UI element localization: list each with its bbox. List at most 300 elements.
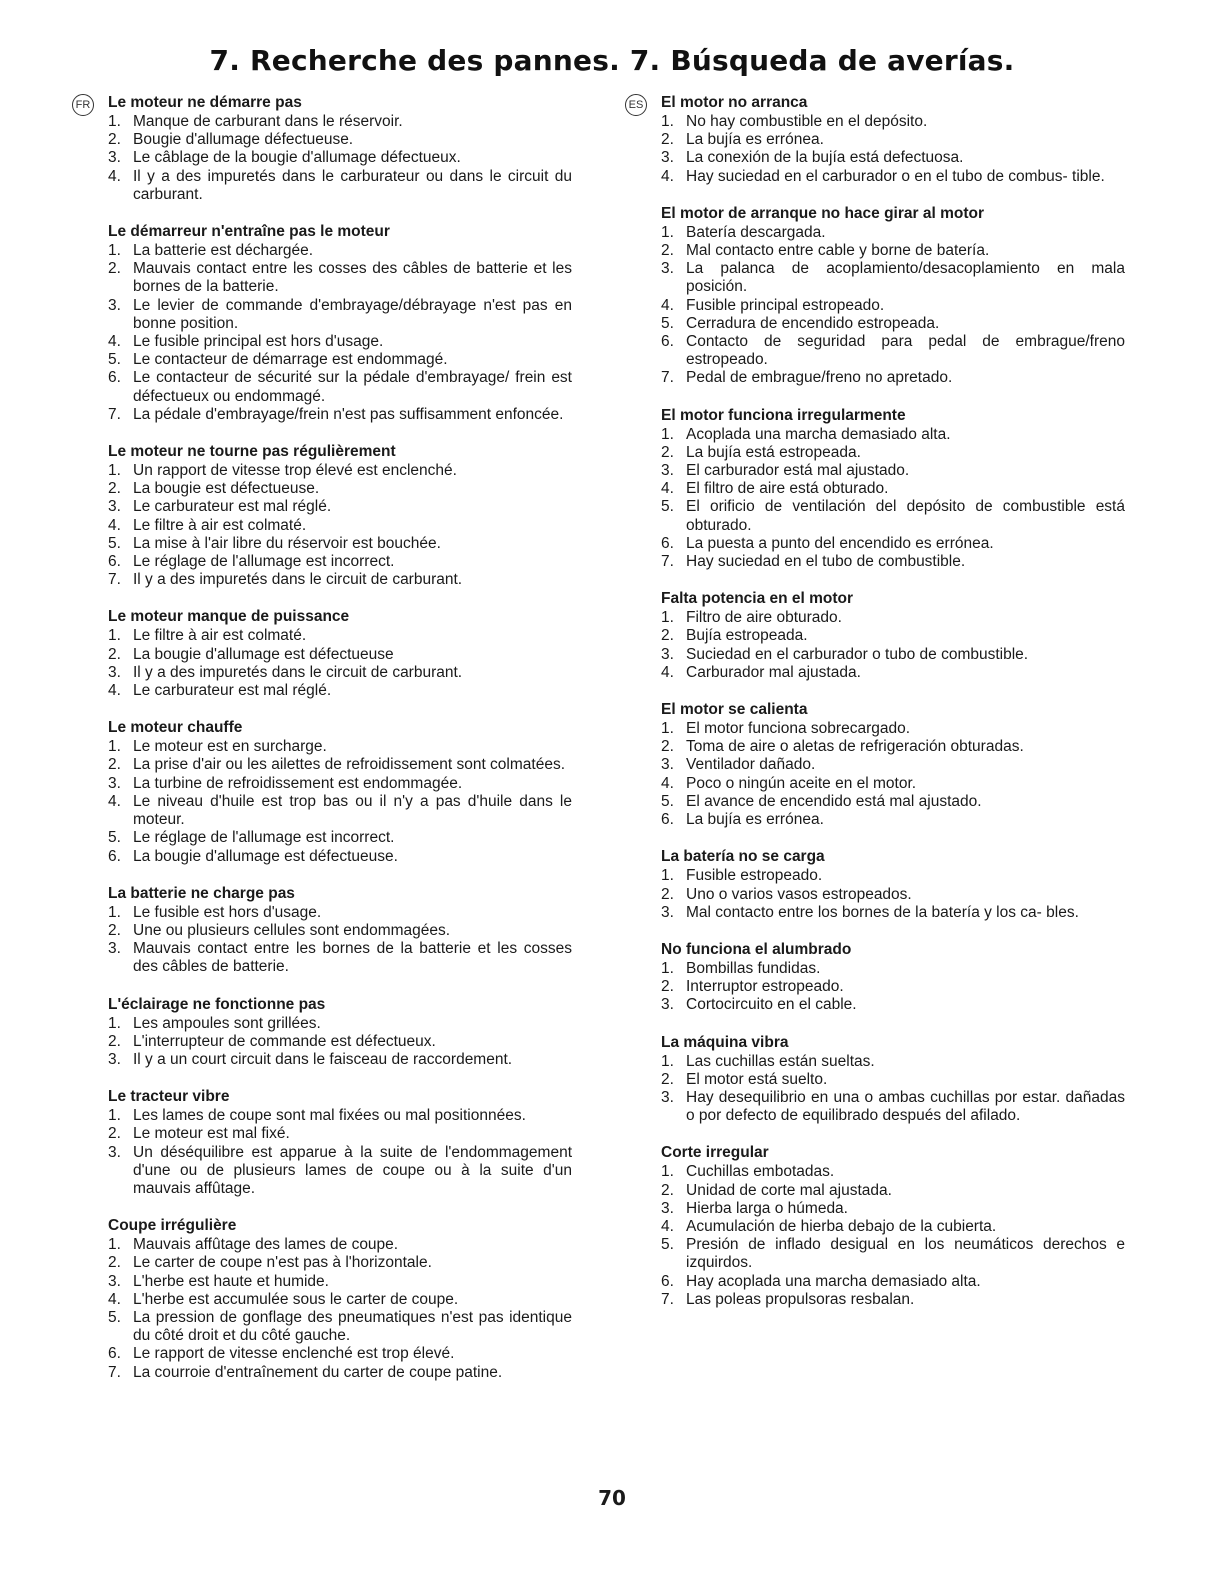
item-number: 4. [108, 167, 121, 185]
cause-item [108, 1033, 572, 1051]
item-text: El orificio de ventilación del depósito de combustible está obturado. [686, 498, 1125, 534]
item-text: La bujía está estropeada. [686, 443, 861, 461]
item-number: 1. [661, 720, 674, 738]
item-text: Carburador mal ajustada. [686, 663, 861, 681]
cause-item [108, 297, 572, 333]
item-number: 3. [108, 296, 121, 314]
section-heading: No funciona el alumbrado [661, 940, 852, 958]
item-text: Unidad de corte mal ajustada. [686, 1181, 892, 1199]
item-number: 1. [661, 113, 674, 130]
cause-item [108, 369, 572, 405]
cause-item [661, 756, 1125, 774]
cause-item [108, 131, 572, 149]
troubleshooting-section [108, 719, 572, 865]
section-heading: Le tracteur vibre [108, 1088, 230, 1106]
item-number: 3. [108, 1272, 121, 1290]
troubleshooting-section [661, 701, 1125, 829]
item-number: 2. [661, 627, 674, 645]
item-text: Mauvais contact entre les cosses des câbles de batterie et les bornes de la batterie. [133, 260, 572, 296]
item-number: 1. [661, 425, 674, 443]
section-heading: L'éclairage ne fonctionne pas [108, 995, 326, 1013]
page-number: 70 [598, 1486, 626, 1510]
item-text: Le réglage de l'allumage est incorrect. [133, 553, 395, 571]
item-text: Hay suciedad en el carburador o en el tubo de combus- tible. [686, 167, 1105, 185]
item-number: 5. [661, 498, 674, 516]
cause-item [108, 480, 572, 498]
item-text: Presión de inflado desigual en los neumáticos derechos e izquirdos. [686, 1236, 1125, 1272]
cause-item [661, 775, 1125, 793]
item-text: Fusible principal estropeado. [686, 296, 885, 314]
item-text: Las poleas propulsoras resbalan. [686, 1290, 915, 1308]
item-number: 6. [108, 553, 121, 571]
cause-item [108, 1015, 572, 1033]
item-text: Interruptor estropeado. [686, 978, 844, 996]
item-number: 6. [661, 811, 674, 829]
cause-item [108, 848, 572, 866]
item-number: 1. [661, 1052, 674, 1070]
fr-language-badge-icon: FR [72, 94, 94, 116]
cause-item [108, 462, 572, 480]
item-text: La turbine de refroidissement est endommagée. [133, 774, 463, 792]
item-number: 3. [108, 1050, 121, 1068]
item-text: La bujía es errónea. [686, 811, 824, 829]
cause-list [661, 1163, 1125, 1309]
item-number: 1. [108, 1107, 121, 1125]
item-number: 3. [661, 1088, 674, 1106]
cause-list [661, 960, 1125, 1015]
cause-item [661, 315, 1125, 333]
cause-item [661, 1291, 1125, 1309]
item-number: 6. [108, 1345, 121, 1363]
cause-item [661, 886, 1125, 904]
item-text: L'herbe est haute et humide. [133, 1272, 329, 1290]
cause-item [661, 260, 1125, 296]
item-number: 3. [108, 149, 121, 167]
item-number: 1. [661, 959, 674, 977]
item-text: Un déséquilibre est apparue à la suite de l'endommagement d'une ou de plusieurs lames de coupe ou à la suite d'un mauvais affûtage. [133, 1143, 572, 1197]
cause-item [108, 664, 572, 682]
item-text: Mal contacto entre cable y borne de batería. [686, 242, 990, 260]
item-number: 7. [661, 1290, 674, 1308]
cause-item [661, 1089, 1125, 1125]
item-text: La batterie est déchargée. [133, 242, 314, 260]
troubleshooting-section [108, 885, 572, 977]
item-number: 3. [661, 903, 674, 921]
item-number: 6. [108, 369, 121, 387]
cause-list [108, 113, 572, 204]
cause-item [661, 480, 1125, 498]
cause-item [661, 1053, 1125, 1071]
item-text: Le fusible principal est hors d'usage. [133, 333, 384, 351]
cause-list [661, 113, 1125, 186]
cause-item [661, 664, 1125, 682]
item-text: Il y a des impuretés dans le carburateur ou dans le circuit du carburant. [133, 167, 572, 203]
item-text: El avance de encendido está mal ajustado. [686, 792, 982, 810]
item-text: Le moteur est mal fixé. [133, 1125, 290, 1143]
cause-item [661, 224, 1125, 242]
item-number: 2. [661, 443, 674, 461]
item-text: Hay acoplada una marcha demasiado alta. [686, 1272, 981, 1290]
section-heading: Le moteur ne démarre pas [108, 94, 302, 111]
cause-item [108, 646, 572, 664]
cause-item [661, 867, 1125, 885]
item-number: 1. [661, 609, 674, 627]
cause-item [661, 498, 1125, 534]
cause-item [661, 1236, 1125, 1272]
item-number: 4. [108, 333, 121, 351]
item-text: La courroie d'entraînement du carter de coupe patine. [133, 1363, 503, 1381]
item-number: 1. [661, 867, 674, 885]
cause-item [108, 113, 572, 131]
cause-item [108, 904, 572, 922]
item-text: El motor está suelto. [686, 1070, 828, 1088]
item-text: Bombillas fundidas. [686, 959, 821, 977]
item-text: Le contacteur de sécurité sur la pédale d'embrayage/ frein est défectueux ou endommagé. [133, 369, 572, 405]
item-number: 2. [108, 645, 121, 663]
item-text: Mal contacto entre los bornes de la batería y los ca- bles. [686, 903, 1079, 921]
section-heading: Corte irregular [661, 1144, 769, 1162]
item-number: 2. [661, 1070, 674, 1088]
item-number: 5. [108, 351, 121, 369]
item-text: La prise d'air ou les ailettes de refroidissement sont colmatées. [133, 756, 566, 774]
item-text: Fusible estropeado. [686, 867, 823, 885]
troubleshooting-section [661, 590, 1125, 682]
cause-item [108, 1144, 572, 1199]
item-number: 2. [108, 1032, 121, 1050]
item-number: 2. [661, 131, 674, 149]
section-heading: Falta potencia en el motor [661, 590, 854, 608]
section-heading: Le moteur chauffe [108, 719, 243, 737]
troubleshooting-section [661, 848, 1125, 922]
item-number: 3. [661, 756, 674, 774]
item-number: 1. [108, 903, 121, 921]
troubleshooting-section [108, 1088, 572, 1198]
section-heading: El motor de arranque no hace girar al motor [661, 204, 984, 222]
cause-item [108, 1125, 572, 1143]
item-text: La pédale d'embrayage/frein n'est pas suffisamment enfoncée. [133, 405, 564, 423]
item-text: Uno o varios vasos estropeados. [686, 885, 912, 903]
troubleshooting-section [108, 996, 572, 1070]
item-text: Manque de carburant dans le réservoir. [133, 113, 403, 130]
fr-sections [108, 94, 572, 1382]
troubleshooting-section [661, 1034, 1125, 1126]
cause-item [108, 1051, 572, 1069]
cause-item [108, 1254, 572, 1272]
cause-list [108, 1107, 572, 1198]
cause-list [661, 867, 1125, 922]
cause-item [661, 535, 1125, 553]
section-heading: El motor se calienta [661, 701, 808, 719]
item-number: 7. [661, 369, 674, 387]
item-number: 5. [661, 792, 674, 810]
item-text: Le filtre à air est colmaté. [133, 627, 307, 645]
item-number: 2. [661, 1181, 674, 1199]
cause-item [108, 517, 572, 535]
item-number: 7. [108, 405, 121, 423]
item-text: Bujía estropeada. [686, 627, 808, 645]
section-heading: El motor no arranca [661, 94, 808, 111]
troubleshooting-section [661, 1144, 1125, 1309]
item-text: La bougie est défectueuse. [133, 480, 320, 498]
item-number: 3. [108, 940, 121, 958]
item-text: La palanca de acoplamiento/desacoplamiento en mala posición. [686, 260, 1125, 296]
item-number: 1. [108, 242, 121, 260]
item-number: 1. [108, 738, 121, 756]
troubleshooting-section [661, 941, 1125, 1015]
cause-list [108, 1236, 572, 1382]
item-number: 3. [108, 498, 121, 516]
item-text: Un rapport de vitesse trop élevé est enclenché. [133, 462, 457, 480]
item-text: L'herbe est accumulée sous le carter de coupe. [133, 1290, 459, 1308]
item-text: La mise à l'air libre du réservoir est bouchée. [133, 534, 441, 552]
item-text: Le câblage de la bougie d'allumage défectueux. [133, 149, 461, 167]
cause-item [661, 131, 1125, 149]
item-text: Le rapport de vitesse enclenché est trop élevé. [133, 1345, 455, 1363]
item-number: 3. [661, 996, 674, 1014]
item-number: 5. [108, 1308, 121, 1326]
cause-item [108, 682, 572, 700]
cause-item [661, 738, 1125, 756]
item-number: 4. [108, 1290, 121, 1308]
item-number: 5. [661, 1236, 674, 1254]
cause-item [661, 426, 1125, 444]
item-text: Bougie d'allumage défectueuse. [133, 131, 354, 149]
item-number: 1. [108, 113, 121, 130]
item-number: 5. [108, 829, 121, 847]
item-number: 6. [661, 1272, 674, 1290]
item-text: Filtro de aire obturado. [686, 609, 842, 627]
item-text: Mauvais contact entre les bornes de la batterie et les cosses des câbles de batterie. [133, 940, 572, 976]
cause-list [108, 627, 572, 700]
item-text: Cerradura de encendido estropeada. [686, 314, 940, 332]
cause-item [108, 829, 572, 847]
cause-list [108, 462, 572, 589]
cause-item [108, 535, 572, 553]
item-text: Le niveau d'huile est trop bas ou il n'y a pas d'huile dans le moteur. [133, 792, 572, 829]
cause-item [108, 940, 572, 976]
item-number: 4. [661, 663, 674, 681]
item-text: Toma de aire o aletas de refrigeración obturadas. [686, 738, 1024, 756]
cause-item [661, 646, 1125, 664]
item-text: Acumulación de hierba debajo de la cubierta. [686, 1217, 997, 1235]
item-text: Le filtre à air est colmaté. [133, 516, 307, 534]
cause-list [108, 1015, 572, 1070]
cause-item [661, 1273, 1125, 1291]
spanish-column [625, 94, 1125, 1328]
cause-list [661, 720, 1125, 829]
cause-item [661, 904, 1125, 922]
item-text: No hay combustible en el depósito. [686, 113, 928, 130]
troubleshooting-section [108, 608, 572, 700]
item-text: La pression de gonflage des pneumatiques n'est pas identique du côté droit et du côté gauche. [133, 1308, 572, 1345]
section-heading: El motor funciona irregularmente [661, 406, 906, 424]
cause-list [661, 224, 1125, 388]
cause-item [661, 333, 1125, 369]
item-number: 2. [661, 738, 674, 756]
cause-item [108, 333, 572, 351]
item-number: 3. [661, 1199, 674, 1217]
item-number: 6. [661, 534, 674, 552]
cause-item [661, 1071, 1125, 1089]
item-text: La bougie d'allumage est défectueuse. [133, 847, 398, 865]
item-number: 1. [661, 223, 674, 241]
cause-item [108, 571, 572, 589]
item-number: 5. [661, 314, 674, 332]
item-number: 1. [108, 1236, 121, 1254]
cause-item [661, 1182, 1125, 1200]
item-number: 6. [108, 847, 121, 865]
item-number: 2. [108, 260, 121, 278]
item-text: Les lames de coupe sont mal fixées ou mal positionnées. [133, 1107, 526, 1125]
item-number: 4. [661, 1217, 674, 1235]
item-number: 4. [661, 296, 674, 314]
item-text: Contacto de seguridad para pedal de embrague/freno estropeado. [686, 333, 1125, 369]
item-text: Suciedad en el carburador o tubo de combustible. [686, 645, 1029, 663]
cause-item [661, 149, 1125, 167]
troubleshooting-section [108, 223, 572, 424]
item-text: Hierba larga o húmeda. [686, 1199, 848, 1217]
cause-item [661, 996, 1125, 1014]
cause-item [661, 811, 1125, 829]
cause-item [108, 1309, 572, 1345]
cause-item [108, 351, 572, 369]
item-text: Une ou plusieurs cellules sont endommagées. [133, 921, 451, 939]
item-number: 3. [661, 462, 674, 480]
cause-item [661, 1163, 1125, 1181]
item-number: 3. [108, 663, 121, 681]
cause-list [661, 426, 1125, 572]
cause-item [108, 168, 572, 204]
cause-item [661, 168, 1125, 186]
item-text: Le levier de commande d'embrayage/débrayage n'est pas en bonne position. [133, 296, 572, 332]
item-number: 4. [661, 774, 674, 792]
item-text: El filtro de aire está obturado. [686, 480, 889, 498]
item-text: Hay suciedad en el tubo de combustible. [686, 553, 966, 571]
cause-item [661, 720, 1125, 738]
item-text: Hay desequilibrio en una o ambas cuchillas por estar. dañadas o por defecto de equilibrado después del afilado. [686, 1088, 1125, 1125]
section-heading: La batterie ne charge pas [108, 884, 295, 902]
item-text: Cortocircuito en el cable. [686, 996, 857, 1014]
french-column [72, 94, 572, 1401]
cause-item [108, 627, 572, 645]
item-text: Mauvais affûtage des lames de coupe. [133, 1236, 399, 1254]
cause-item [108, 1291, 572, 1309]
cause-item [661, 793, 1125, 811]
cause-item [661, 297, 1125, 315]
item-number: 2. [108, 921, 121, 939]
cause-item [661, 369, 1125, 387]
cause-item [108, 793, 572, 829]
cause-item [108, 775, 572, 793]
item-text: Poco o ningún aceite en el motor. [686, 774, 917, 792]
item-number: 2. [661, 242, 674, 260]
item-text: Pedal de embrague/freno no apretado. [686, 369, 953, 387]
section-heading: Le démarreur n'entraîne pas le moteur [108, 223, 390, 241]
item-text: La conexión de la bujía está defectuosa. [686, 149, 964, 167]
item-number: 2. [108, 131, 121, 149]
troubleshooting-section [108, 443, 572, 589]
troubleshooting-section [108, 1217, 572, 1382]
troubleshooting-section [108, 94, 572, 204]
item-number: 1. [108, 627, 121, 645]
item-number: 2. [661, 885, 674, 903]
item-number: 4. [661, 167, 674, 185]
item-text: La bougie d'allumage est défectueuse [133, 645, 394, 663]
cause-item [108, 1345, 572, 1363]
cause-item [108, 498, 572, 516]
item-number: 2. [661, 978, 674, 996]
item-number: 1. [661, 1163, 674, 1181]
item-text: Acoplada una marcha demasiado alta. [686, 425, 951, 443]
item-number: 4. [108, 516, 121, 534]
cause-item [108, 1364, 572, 1382]
item-number: 1. [108, 1014, 121, 1032]
item-number: 7. [108, 571, 121, 589]
item-text: Cuchillas embotadas. [686, 1163, 835, 1181]
cause-item [661, 1200, 1125, 1218]
cause-list [108, 904, 572, 977]
cause-list [108, 738, 572, 865]
cause-item [108, 1273, 572, 1291]
troubleshooting-section [661, 407, 1125, 572]
item-number: 4. [108, 682, 121, 700]
cause-item [108, 1107, 572, 1125]
troubleshooting-section [661, 94, 1125, 186]
item-text: Le carburateur est mal réglé. [133, 498, 332, 516]
item-text: Le carburateur est mal réglé. [133, 682, 332, 700]
item-text: El motor funciona sobrecargado. [686, 720, 911, 738]
section-heading: La batería no se carga [661, 848, 825, 866]
item-number: 2. [108, 756, 121, 774]
item-text: Il y a des impuretés dans le circuit de carburant. [133, 571, 463, 589]
item-text: Las cuchillas están sueltas. [686, 1052, 875, 1070]
section-heading: La máquina vibra [661, 1033, 789, 1051]
es-language-badge-icon: ES [625, 94, 647, 116]
item-text: Le moteur est en surcharge. [133, 738, 327, 756]
cause-item [661, 444, 1125, 462]
item-number: 1. [108, 462, 121, 480]
item-number: 3. [661, 260, 674, 278]
cause-item [108, 756, 572, 774]
cause-item [108, 1236, 572, 1254]
cause-item [661, 462, 1125, 480]
cause-item [108, 149, 572, 167]
item-number: 3. [108, 774, 121, 792]
cause-item [108, 922, 572, 940]
cause-item [661, 627, 1125, 645]
item-number: 7. [661, 553, 674, 571]
cause-item [661, 1218, 1125, 1236]
item-number: 3. [661, 149, 674, 167]
item-number: 3. [661, 645, 674, 663]
page-title: 7. Recherche des pannes. 7. Búsqueda de averías. [209, 44, 1015, 77]
item-number: 2. [108, 1125, 121, 1143]
item-number: 2. [108, 480, 121, 498]
cause-list [661, 1053, 1125, 1126]
cause-item [661, 609, 1125, 627]
cause-list [108, 242, 572, 424]
item-text: Les ampoules sont grillées. [133, 1014, 321, 1032]
item-text: L'interrupteur de commande est défectueux. [133, 1032, 436, 1050]
item-number: 6. [661, 333, 674, 351]
section-heading: Coupe irrégulière [108, 1217, 237, 1235]
es-sections [661, 94, 1125, 1309]
item-number: 4. [108, 792, 121, 810]
item-number: 4. [661, 480, 674, 498]
section-heading: Le moteur manque de puissance [108, 608, 350, 626]
cause-item [108, 553, 572, 571]
troubleshooting-section [661, 205, 1125, 388]
